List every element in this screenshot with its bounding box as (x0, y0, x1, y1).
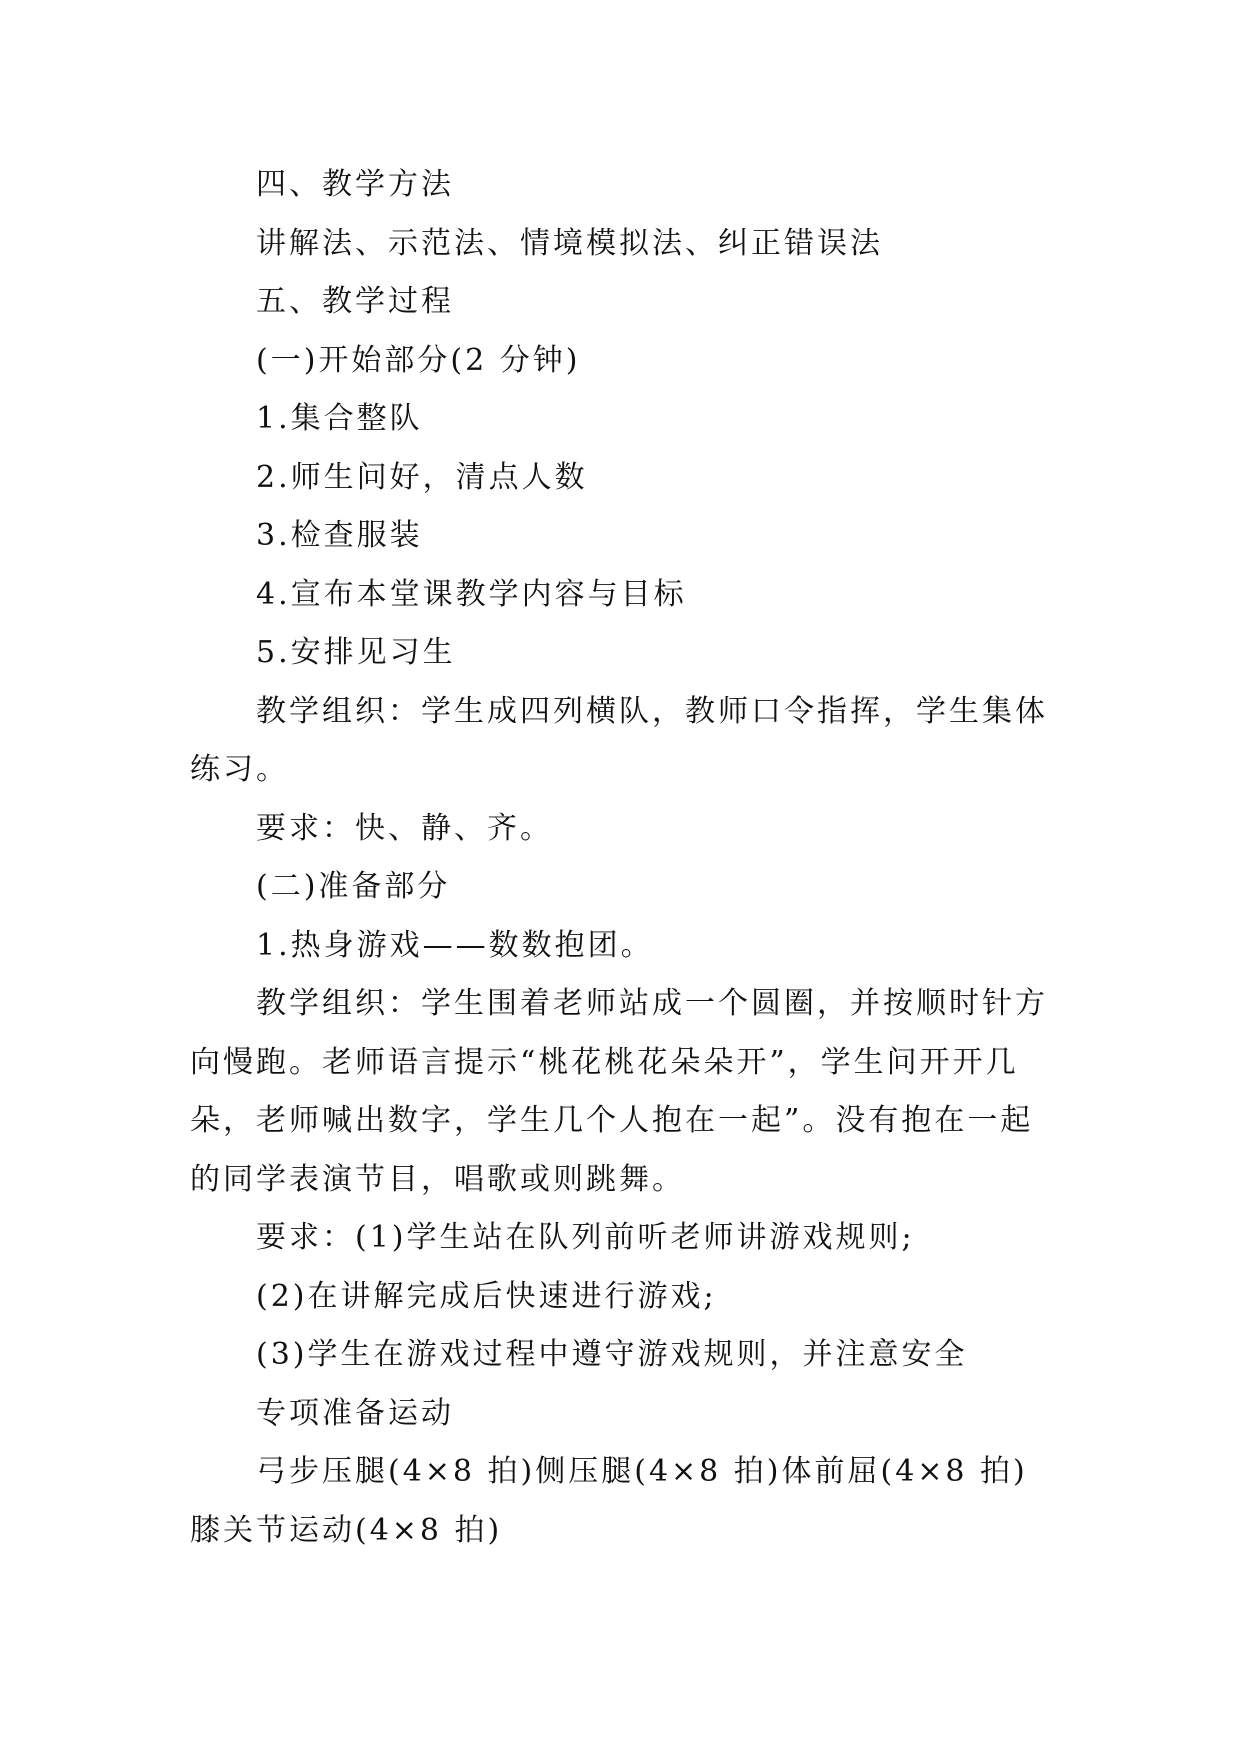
section-opening-part: (一)开始部分(2 分钟) (256, 342, 581, 378)
teaching-methods-list: 讲解法、示范法、情境模拟法、纠正错误法 (256, 225, 883, 261)
special-preparation-heading: 专项准备运动 (256, 1395, 454, 1431)
warmup-organization: 教学组织：学生围着老师站成一个圆圈，并按顺时针方向慢跑。老师语言提示“桃花桃花朵朵开”，学生问开开几朵，老师喊出数字，学生几个人抱在一起”。没有抱在一起的同学表演节目，唱歌或则跳舞。 (190, 986, 1048, 1197)
opening-step-1: 1.集合整队 (256, 401, 423, 436)
warmup-requirement-1: 要求：(1)学生站在队列前听老师讲游戏规则; (256, 1220, 915, 1255)
special-preparation-exercises: 弓步压腿(4×8 拍)侧压腿(4×8 拍)体前屈(4×8 拍)膝关节运动(4×8 拍) (190, 1454, 1028, 1548)
section-preparation-part: (二)准备部分 (256, 869, 451, 904)
opening-requirements: 要求：快、静、齐。 (256, 810, 553, 846)
document-body (190, 156, 1058, 1560)
heading-teaching-methods: 四、教学方法 (256, 167, 454, 202)
opening-organization: 教学组织：学生成四列横队，教师口令指挥，学生集体练习。 (190, 693, 1048, 787)
warmup-requirement-2: (2)在讲解完成后快速进行游戏; (256, 1278, 717, 1314)
warmup-requirement-3: (3)学生在游戏过程中遵守游戏规则，并注意安全 (256, 1337, 968, 1372)
opening-step-5: 5.安排见习生 (256, 635, 456, 670)
heading-teaching-process: 五、教学过程 (256, 284, 454, 319)
opening-step-4: 4.宣布本堂课教学内容与目标 (256, 576, 687, 612)
opening-step-3: 3.检查服装 (256, 518, 423, 553)
opening-step-2: 2.师生问好，清点人数 (256, 459, 588, 495)
warmup-game-title: 1.热身游戏——数数抱团。 (256, 927, 654, 963)
